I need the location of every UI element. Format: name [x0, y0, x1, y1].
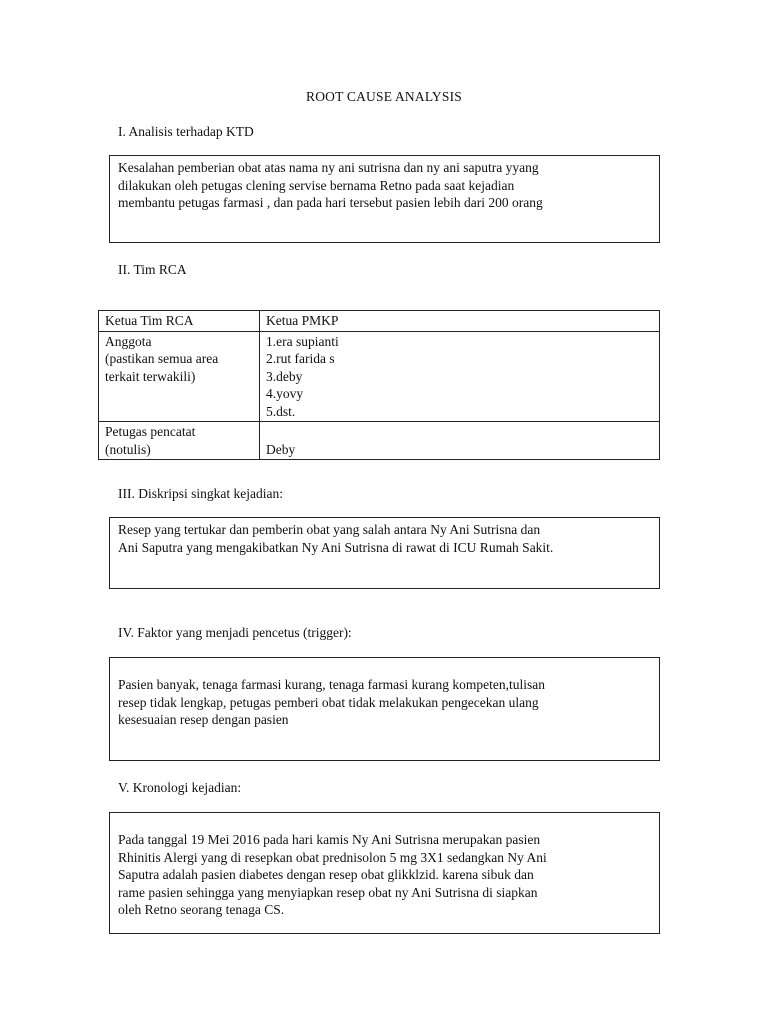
notulis-label-cell [99, 422, 260, 460]
section-4-line: Pasien banyak, tenaga farmasi kurang, tenaga farmasi kurang kompeten,tulisan [118, 677, 545, 692]
section-1-line: dilakukan oleh petugas clening servise bernama Retno pada saat kejadian [118, 177, 515, 193]
table-row [99, 331, 660, 422]
anggota-label-line: (pastikan semua area [105, 351, 219, 366]
section-1-heading: I. Analisis terhadap KTD [118, 124, 254, 139]
anggota-label-line: Anggota [105, 333, 152, 349]
section-3-line: Resep yang tertukar dan pemberin obat yang salah antara Ny Ani Sutrisna dan [118, 522, 541, 537]
section-5-heading: V. Kronologi kejadian: [118, 780, 242, 795]
member-item: 1.era supianti [266, 333, 339, 349]
section-2-heading: II. Tim RCA [118, 262, 187, 277]
notulis-label-line: Petugas pencatat [105, 424, 196, 439]
section-3-line: Ani Saputra yang mengakibatkan Ny Ani Sutrisna di rawat di ICU Rumah Sakit. [118, 539, 554, 555]
member-item: 4.yovy [266, 386, 304, 401]
section-3-box [109, 517, 660, 589]
section-4-line: resep tidak lengkap, petugas pemberi obat tidak melakukan pengecekan ulang [118, 694, 539, 710]
member-item: 3.deby [266, 368, 303, 384]
table-row [99, 311, 660, 332]
notulis-value-cell: Deby [260, 422, 660, 460]
section-4-box [109, 657, 660, 761]
section-3-heading: III. Diskripsi singkat kejadian: [118, 486, 283, 501]
member-item: 5.dst. [266, 403, 296, 419]
table-row [99, 422, 660, 460]
ketua-value-cell: Ketua PMKP [260, 311, 660, 332]
section-4-line: kesesuaian resep dengan pasien [118, 712, 289, 727]
section-5-line: Pada tanggal 19 Mei 2016 pada hari kamis Ny Ani Sutrisna merupakan pasien [118, 832, 541, 847]
section-5-line: oleh Retno seorang tenaga CS. [118, 902, 285, 917]
section-1-box [109, 155, 660, 243]
section-5-line: Saputra adalah pasien diabetes dengan resep obat glikklzid. karena sibuk dan [118, 867, 534, 882]
section-5-line: rame pasien sehingga yang menyiapkan resep obat ny Ani Sutrisna di siapkan [118, 884, 538, 900]
anggota-members-cell [260, 331, 660, 422]
notulis-label-line: (notulis) [105, 441, 151, 457]
section-4-heading: IV. Faktor yang menjadi pencetus (trigger): [118, 625, 352, 640]
section-1-line: Kesalahan pemberian obat atas nama ny ani sutrisna dan ny ani saputra yyang [118, 160, 539, 175]
member-item: 2.rut farida s [266, 351, 335, 366]
anggota-label-cell [99, 331, 260, 422]
section-1-line: membantu petugas farmasi , dan pada hari tersebut pasien lebih dari 200 orang [118, 195, 543, 210]
ketua-label-cell: Ketua Tim RCA [99, 311, 260, 332]
document-title: ROOT CAUSE ANALYSIS [306, 89, 462, 104]
section-5-line: Rhinitis Alergi yang di resepkan obat prednisolon 5 mg 3X1 sedangkan Ny Ani [118, 849, 547, 865]
section-5-box [109, 812, 660, 934]
rca-team-table [98, 310, 660, 460]
anggota-label-line: terkait terwakili) [105, 368, 196, 384]
